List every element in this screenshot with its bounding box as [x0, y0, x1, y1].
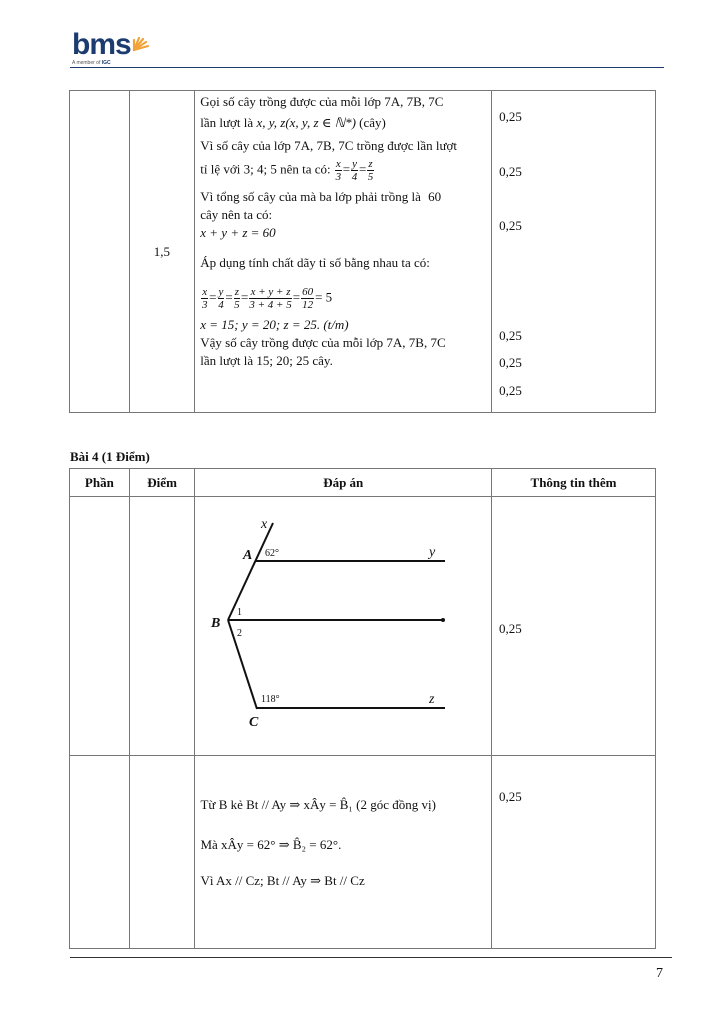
label-2: 2	[237, 628, 243, 639]
label-angle-A: 62°	[265, 548, 280, 559]
point-1: 0,25	[499, 109, 522, 124]
answer-line-8: Áp dụng tính chất dãy tỉ số bằng nhau ta có:	[200, 255, 430, 270]
point-4: 0,25	[499, 328, 522, 343]
label-y: y	[429, 545, 436, 560]
fraction-60-12: $\frac{60}{12}$	[302, 286, 314, 311]
page-header	[70, 28, 664, 70]
part-cell	[70, 497, 130, 756]
fraction-z-5: $\frac{z}{5}$	[367, 158, 374, 183]
point-6: 0,25	[499, 383, 522, 398]
logo-tagline-group: IGC	[101, 60, 111, 66]
header-phan: Phần	[70, 469, 130, 497]
header-diem: Điểm	[129, 469, 195, 497]
fraction-y-4: $\frac{y}{4}$	[351, 158, 358, 183]
answer-line-2-math: x, y, z(x, y, z ∈ ℕ*)	[256, 115, 356, 130]
fraction-z-5b: $\frac{z}{5}$	[234, 286, 240, 311]
label-A: A	[243, 548, 253, 563]
extra-info-cell	[492, 756, 656, 949]
answer-line-5-text: Vì tổng số cây của mà ba lớp phải trồng là	[200, 189, 421, 204]
logo-tagline-prefix: A member of	[72, 60, 101, 66]
label-angle-C: 118°	[261, 694, 281, 705]
label-B: B	[211, 616, 221, 631]
extra-info-cell	[492, 497, 656, 756]
logo-brand: bms	[72, 28, 131, 61]
label-1: 1	[237, 607, 243, 618]
answer-line-6: cây nên ta có:	[200, 207, 273, 222]
answer-line-4: tỉ lệ với 3; 4; 5 nên ta có: $\frac{x}{3}$ = $\frac{y}{4}$ = $\frac{z}{5}$	[200, 158, 374, 183]
fraction-y-4b: $\frac{y}{4}$	[218, 286, 224, 311]
points-cell	[129, 497, 195, 756]
fraction-x-3b: $\frac{x}{3}$	[201, 286, 208, 311]
line-bc	[228, 620, 257, 709]
part-cell	[70, 91, 130, 413]
answer-line-10: x = 15; y = 20; z = 25. (t/m)	[200, 317, 349, 332]
answer-cell	[195, 91, 492, 413]
answer-line-9: $\frac{x}{3}$ = $\frac{y}{4}$ = $\frac{z}{5}$ = $\frac{x + y + z}{3 + 4 + 5}$ = $\frac{60}{12}$ = 5	[201, 286, 333, 311]
geometry-figure	[195, 497, 491, 755]
answer-line-7: x + y + z = 60	[200, 225, 276, 240]
proof-cell	[195, 756, 492, 949]
point-5: 0,25	[499, 355, 522, 370]
line-ray-ax	[228, 523, 273, 620]
header-dap-an: Đáp án	[195, 469, 492, 497]
header-thong-tin: Thông tin thêm	[492, 469, 656, 497]
answer-line-4-text: tỉ lệ với 3; 4; 5 nên ta có:	[200, 161, 331, 177]
label-z: z	[429, 692, 435, 707]
header-divider	[70, 67, 664, 68]
point-2: 0,25	[499, 164, 522, 179]
fraction-x-3: $\frac{x}{3}$	[335, 158, 342, 183]
answer-line-3: Vì số cây của lớp 7A, 7B, 7C trồng được lần lượt	[200, 138, 458, 153]
figure-cell	[195, 497, 492, 756]
answer-line-9-tail: = 5	[315, 289, 333, 305]
answer-line-1: Gọi số cây trồng được của mỗi lớp 7A, 7B, 7C	[200, 94, 444, 109]
extra-info-cell	[492, 91, 656, 413]
proof-line-1: Từ B kẻ Bt // Ay ⇒ xÂy = B̂₁ (2 góc đồng vị)	[200, 797, 436, 812]
proof-line-2: Mà xÂy = 62° ⇒ B̂₂ = 62°.	[200, 837, 342, 852]
answer-line-5	[200, 188, 486, 206]
fraction-sum: $\frac{x + y + z}{3 + 4 + 5}$	[249, 286, 292, 311]
answer-table-part3	[69, 90, 656, 413]
bms-logo	[72, 30, 131, 66]
point-proof: 0,25	[499, 789, 522, 804]
answer-line-2	[200, 114, 486, 132]
answer-line-2-tail: (cây)	[359, 115, 386, 130]
points-cell: 1,5	[129, 91, 195, 413]
point-3: 0,25	[499, 218, 522, 233]
points-cell	[129, 756, 195, 949]
label-C: C	[249, 715, 259, 730]
footer-divider	[70, 957, 672, 958]
point-figure: 0,25	[499, 621, 522, 636]
answer-table-bai4	[69, 468, 656, 949]
answer-line-11: Vậy số cây trồng được của mỗi lớp 7A, 7B, 7C	[200, 335, 446, 350]
page-number: 7	[656, 966, 663, 981]
part-cell	[70, 756, 130, 949]
logo-sun-icon	[130, 28, 154, 54]
answer-line-12: lần lượt là 15; 20; 25 cây.	[200, 353, 333, 368]
point-t-dot	[441, 618, 445, 622]
answer-line-2-text: lần lượt là	[200, 115, 254, 130]
proof-line-3: Vì Ax // Cz; Bt // Ay ⇒ Bt // Cz	[200, 873, 365, 888]
label-x: x	[261, 517, 268, 532]
section-title: Bài 4 (1 Điểm)	[70, 449, 150, 464]
answer-line-5-number: 60	[428, 189, 442, 204]
